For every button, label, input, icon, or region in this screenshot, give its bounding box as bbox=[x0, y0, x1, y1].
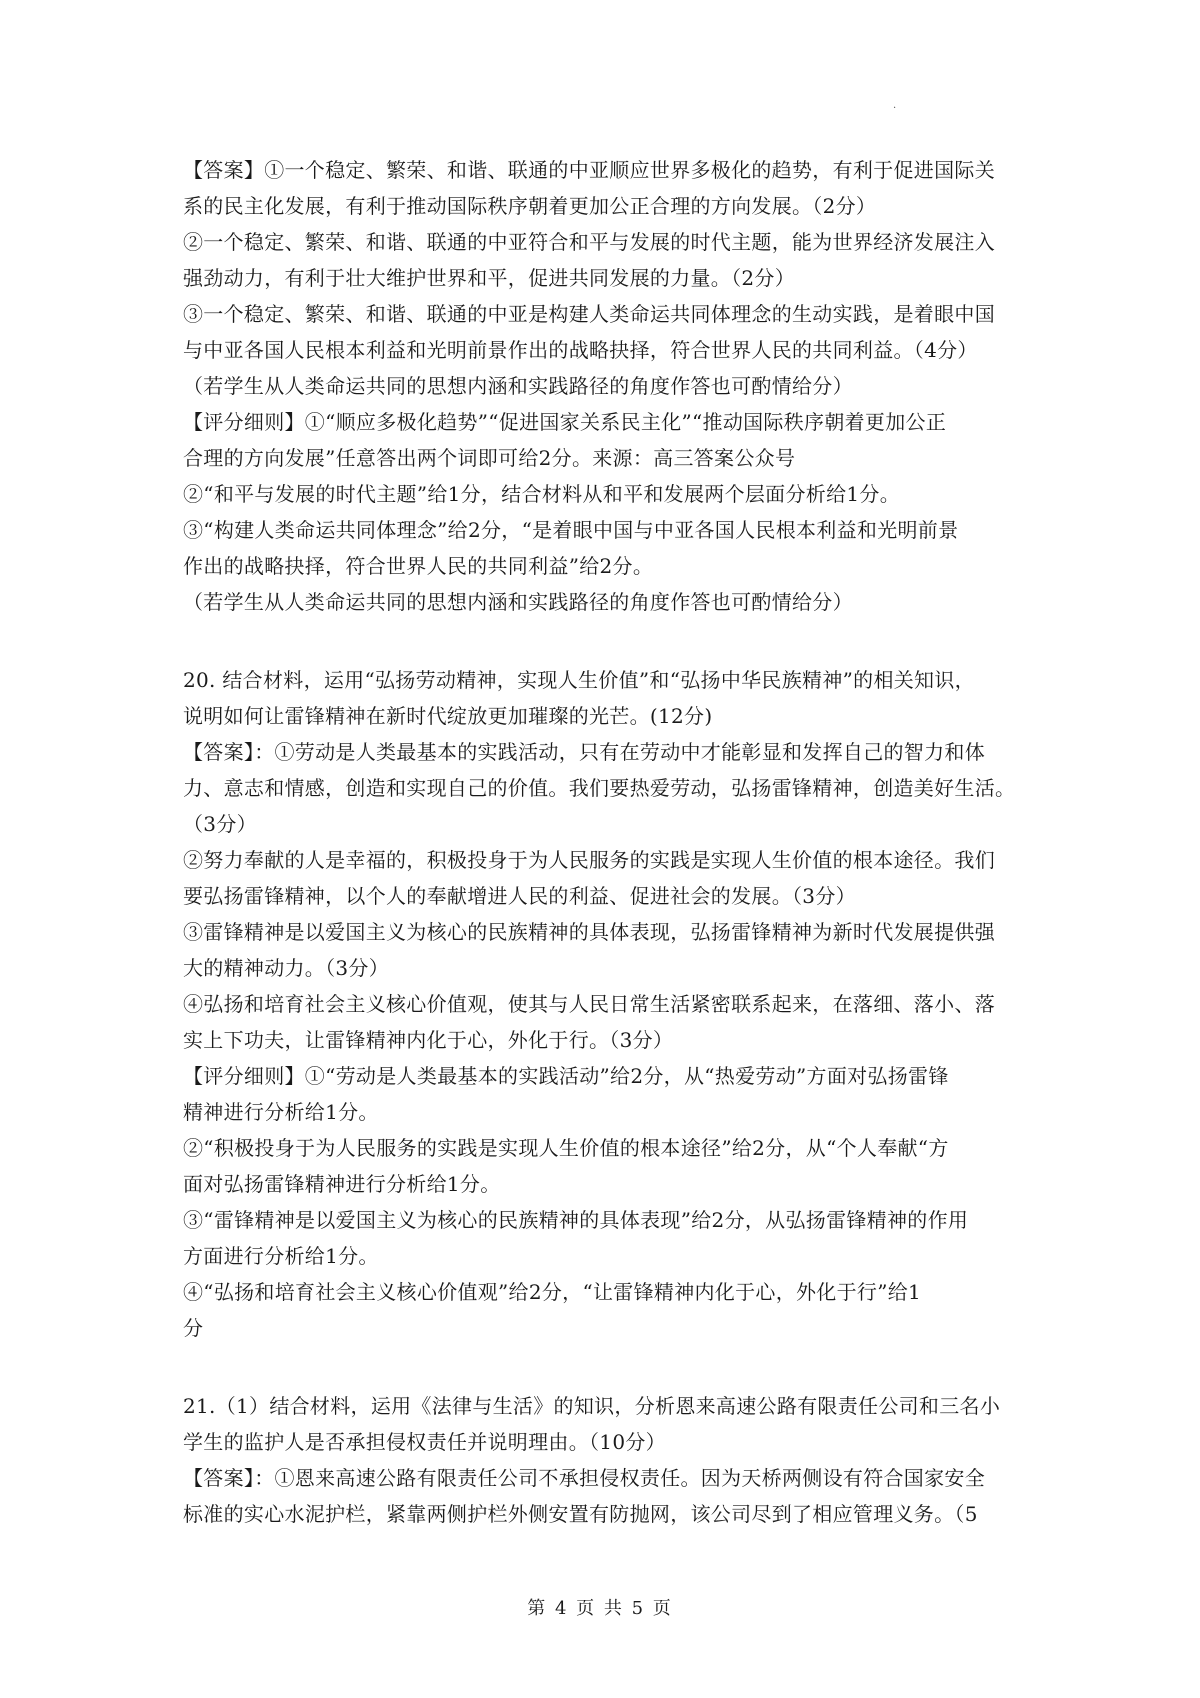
answer-block-19 bbox=[183, 152, 1043, 620]
question-line: 说明如何让雷锋精神在新时代绽放更加璀璨的光芒。(12分) bbox=[183, 704, 713, 728]
text-line: 分 bbox=[183, 1316, 204, 1340]
text-line: 精神进行分析给1分。 bbox=[183, 1100, 379, 1124]
text-line: 实上下功夫，让雷锋精神内化于心，外化于行。（3分） bbox=[183, 1028, 674, 1052]
text-line: 大的精神动力。（3分） bbox=[183, 956, 390, 980]
text-line: 要弘扬雷锋精神，以个人的奉献增进人民的利益、促进社会的发展。（3分） bbox=[183, 884, 856, 908]
question-line: 21.（1）结合材料，运用《法律与生活》的知识，分析恩来高速公路有限责任公司和三名小 bbox=[183, 1394, 1001, 1418]
text-line: 与中亚各国人民根本利益和光明前景作出的战略抉择，符合世界人民的共同利益。（4分） bbox=[183, 338, 978, 362]
text-line: （若学生从人类命运共同的思想内涵和实践路径的角度作答也可酌情给分） bbox=[183, 590, 853, 614]
text-line: （3分） bbox=[183, 812, 257, 836]
text-line: ③“构建人类命运共同体理念”给2分，“是着眼中国与中亚各国人民根本利益和光明前景 bbox=[183, 518, 959, 542]
spacer bbox=[183, 620, 1043, 656]
page-marker: . bbox=[893, 100, 897, 111]
question-block-21 bbox=[183, 1388, 1043, 1532]
text-line: 【评分细则】①“顺应多极化趋势”“促进国家关系民主化”“推动国际秩序朝着更加公正 bbox=[183, 410, 947, 434]
text-line: ②努力奉献的人是幸福的，积极投身于为人民服务的实践是实现人生价值的根本途径。我们 bbox=[183, 848, 995, 872]
text-line: ④“弘扬和培育社会主义核心价值观”给2分，“让雷锋精神内化于心，外化于行”给1 bbox=[183, 1280, 922, 1304]
text-line: 【答案】：①恩来高速公路有限责任公司不承担侵权责任。因为天桥两侧设有符合国家安全 bbox=[183, 1466, 985, 1490]
text-line: ②“积极投身于为人民服务的实践是实现人生价值的根本途径”给2分，从“个人奉献“方 bbox=[183, 1136, 949, 1160]
page-content bbox=[183, 152, 1043, 1532]
text-line: ③雷锋精神是以爱国主义为核心的民族精神的具体表现，弘扬雷锋精神为新时代发展提供强 bbox=[183, 920, 995, 944]
text-line: 【评分细则】①“劳动是人类最基本的实践活动”给2分，从“热爱劳动”方面对弘扬雷锋 bbox=[183, 1064, 949, 1088]
text-line: 力、意志和情感，创造和实现自己的价值。我们要热爱劳动，弘扬雷锋精神，创造美好生活。 bbox=[183, 776, 1016, 800]
text-line: 合理的方向发展”任意答出两个词即可给2分。来源：高三答案公众号 bbox=[183, 446, 796, 470]
text-line: ③一个稳定、繁荣、和谐、联通的中亚是构建人类命运共同体理念的生动实践，是着眼中国 bbox=[183, 302, 995, 326]
question-line: 学生的监护人是否承担侵权责任并说明理由。（10分） bbox=[183, 1430, 666, 1454]
text-line: 【答案】①一个稳定、繁荣、和谐、联通的中亚顺应世界多极化的趋势，有利于促进国际关 bbox=[183, 158, 995, 182]
text-line: 方面进行分析给1分。 bbox=[183, 1244, 379, 1268]
text-line: 面对弘扬雷锋精神进行分析给1分。 bbox=[183, 1172, 501, 1196]
text-line: ④弘扬和培育社会主义核心价值观，使其与人民日常生活紧密联系起来，在落细、落小、落 bbox=[183, 992, 995, 1016]
text-line: 【答案】：①劳动是人类最基本的实践活动，只有在劳动中才能彰显和发挥自己的智力和体 bbox=[183, 740, 985, 764]
question-block-20 bbox=[183, 662, 1043, 1346]
text-line: 作出的战略抉择，符合世界人民的共同利益”给2分。 bbox=[183, 554, 654, 578]
question-line: 20. 结合材料，运用“弘扬劳动精神，实现人生价值”和“弘扬中华民族精神”的相关知识， bbox=[183, 668, 975, 692]
text-line: 系的民主化发展，有利于推动国际秩序朝着更加公正合理的方向发展。（2分） bbox=[183, 194, 877, 218]
text-line: ②“和平与发展的时代主题”给1分，结合材料从和平和发展两个层面分析给1分。 bbox=[183, 482, 900, 506]
spacer bbox=[183, 1346, 1043, 1382]
page-number: 第 4 页 共 5 页 bbox=[527, 1598, 673, 1619]
text-line: 标准的实心水泥护栏，紧靠两侧护栏外侧安置有防抛网，该公司尽到了相应管理义务。（5 bbox=[183, 1502, 978, 1526]
text-line: 强劲动力，有利于壮大维护世界和平，促进共同发展的力量。（2分） bbox=[183, 266, 796, 290]
text-line: ②一个稳定、繁荣、和谐、联通的中亚符合和平与发展的时代主题，能为世界经济发展注入 bbox=[183, 230, 995, 254]
text-line: ③“雷锋精神是以爱国主义为核心的民族精神的具体表现”给2分，从弘扬雷锋精神的作用 bbox=[183, 1208, 969, 1232]
text-line: （若学生从人类命运共同的思想内涵和实践路径的角度作答也可酌情给分） bbox=[183, 374, 853, 398]
